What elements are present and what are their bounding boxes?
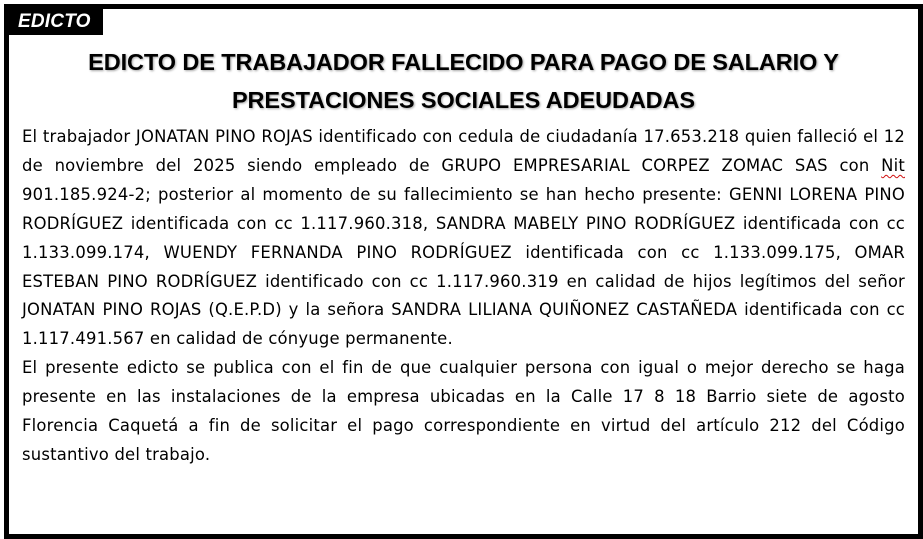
paragraph-heirs [22,123,905,354]
edict-tag: EDICTO [9,9,103,35]
paragraph-heirs-part-1: El trabajador JONATAN PINO ROJAS identificado con cedula de ciudadanía 17.653.218 quien falleció el 12 de noviembre del 2025 siendo empleado de GRUPO EMPRESARIAL CORPEZ ZOMAC SAS con [22,127,905,175]
paragraph-heirs-part-2: 901.185.924-2; posterior al momento de su fallecimiento se han hecho presente: GENNI LORENA PINO RODRÍGUEZ identificada con cc 1.117.960.318, SANDRA MABELY PINO RODRÍGUEZ identificada con cc 1.133.099.174, WUENDY FERNANDA PINO RODRÍGUEZ identificada con cc 1.133.099.175, OMAR ESTEBAN PINO RODRÍGUEZ identificado con cc 1.117.960.319 en calidad de hijos legítimos del señor JONATAN PINO ROJAS (Q.E.P.D) y la señora SANDRA LILIANA QUIÑONEZ CASTAÑEDA identificada con cc 1.117.491.567 en calidad de cónyuge permanente. [22,184,905,349]
edict-frame [4,4,923,539]
edict-body [22,123,905,470]
spellcheck-word-nit: Nit [881,155,905,175]
edict-title [39,43,888,119]
edict-title-line-2: PRESTACIONES SOCIALES ADEUDADAS [231,87,696,113]
edict-title-line-1: EDICTO DE TRABAJADOR FALLECIDO PARA PAGO DE SALARIO Y [88,49,839,75]
paragraph-publication: El presente edicto se publica con el fin de que cualquier persona con igual o mejor derecho se haga presente en las instalaciones de la empresa ubicadas en la Calle 17 8 18 Barrio siete de agosto Florencia Caquetá a fin de solicitar el pago correspondiente en virtud del artículo 212 del Código sustantivo del trabajo. [22,358,905,464]
